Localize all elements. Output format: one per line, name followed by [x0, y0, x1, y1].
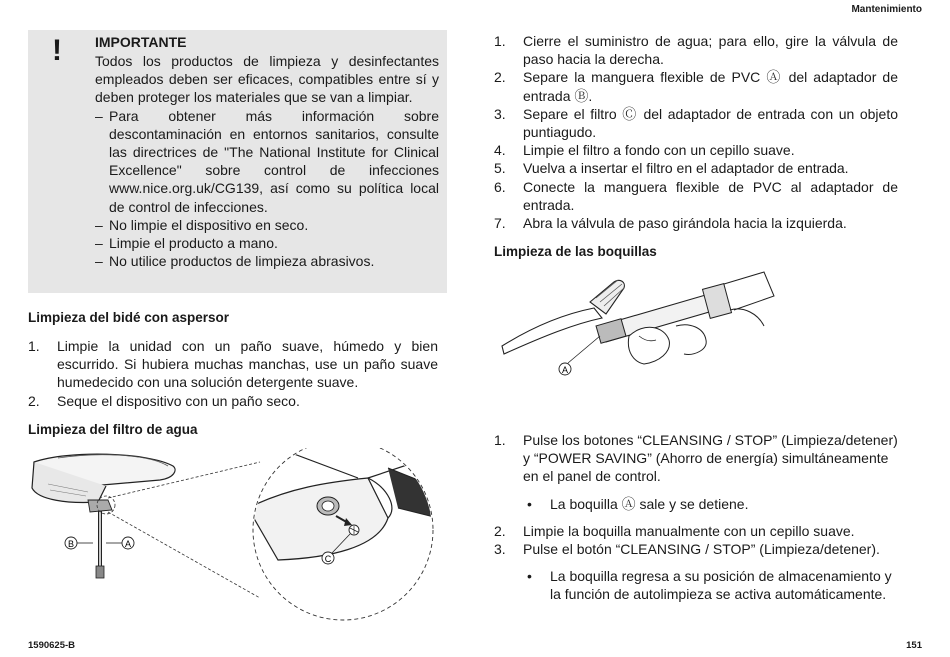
- list-item: 4. Limpie el filtro a fondo con un cepillo suave.: [494, 142, 795, 159]
- list-item: 6. Conecte la manguera flexible de PVC al adaptador de entrada.: [494, 178, 898, 213]
- label-a: A: [124, 539, 132, 549]
- list-item: 3. Separe el filtro Ⓒ del adaptador de entrada con un objeto puntiagudo.: [494, 105, 898, 141]
- important-dash-list: [94, 107, 439, 271]
- warning-exclamation-icon: !: [52, 34, 62, 67]
- filter-cleaning-title: Limpieza del filtro de agua: [28, 422, 198, 437]
- list-item: 3. Pulse el botón “CLEANSING / STOP” (Limpieza/detener).: [494, 541, 880, 558]
- list-item: 1. Limpie la unidad con un paño suave, húmedo y bien escurrido. Si hubiera muchas manchas, use un paño suave humedecido con una solución detergente suave.: [28, 338, 438, 391]
- list-item: 2. Seque el dispositivo con un paño seco.: [28, 392, 300, 409]
- list-item: 5. Vuelva a insertar el filtro en el adaptador de entrada.: [494, 160, 849, 177]
- bullet-item: • La boquilla regresa a su posición de almacenamiento y la función de autolimpieza se activa automáticamente.: [527, 568, 892, 603]
- filter-cleaning-steps: [494, 32, 898, 232]
- nozzle-cleaning-illustration: [494, 266, 784, 386]
- dash-item: – Para obtener más información sobre descontaminación en entornos sanitarios, consulte las directrices de "The National Institute for Clinical Excellence" sobre control de infecciones www.nice.org.uk/CG139, así como su política local de control de infecciones.: [95, 107, 439, 215]
- list-item: 2. Separe la manguera flexible de PVC Ⓐ del adaptador de entrada Ⓑ.: [494, 69, 898, 104]
- dash-item: – No utilice productos de limpieza abrasivos.: [95, 253, 375, 270]
- nozzle-cleaning-title: Limpieza de las boquillas: [494, 244, 657, 259]
- label-c: C: [324, 554, 332, 564]
- list-item: 1. Pulse los botones “CLEANSING / STOP” (Limpieza/detener) y “POWER SAVING” (Ahorro de energía) simultáneamente en el panel de control.: [494, 432, 898, 485]
- list-item: 7. Abra la válvula de paso girándola hacia la izquierda.: [494, 215, 847, 232]
- important-title: IMPORTANTE: [95, 34, 187, 50]
- list-item: 1. Cierre el suministro de agua; para ello, gire la válvula de paso hacia la derecha.: [494, 33, 898, 68]
- label-b: B: [67, 539, 75, 549]
- bidet-cleaning-title: Limpieza del bidé con aspersor: [28, 310, 230, 325]
- nozzle-label-a: A: [561, 365, 569, 375]
- nozzle-cleaning-steps: [494, 431, 898, 604]
- section-header: Mantenimiento: [851, 4, 922, 15]
- important-text: Todos los productos de limpieza y desinfectantes empleados deben ser eficaces, compatibles entre sí y deben proteger los materiales que se van a limpiar.: [95, 53, 439, 106]
- bidet-cleaning-steps: [28, 337, 438, 410]
- document-code: 1590625-B: [28, 640, 76, 651]
- list-item: 2. Limpie la boquilla manualmente con un cepillo suave.: [494, 522, 855, 539]
- important-note-box: [28, 30, 447, 293]
- bullet-item: • La boquilla Ⓐ sale y se detiene.: [527, 495, 749, 512]
- important-body: [95, 52, 439, 270]
- page-number: 151: [906, 640, 922, 651]
- dash-item: – Limpie el producto a mano.: [95, 235, 278, 252]
- dash-item: – No limpie el dispositivo en seco.: [95, 216, 309, 233]
- water-filter-illustration: [28, 448, 448, 633]
